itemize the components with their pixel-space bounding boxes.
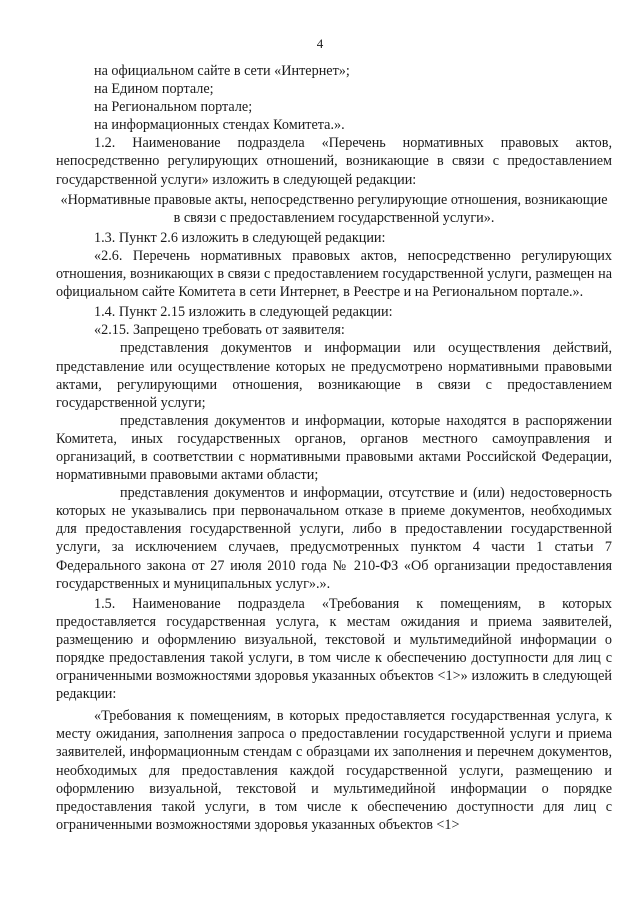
- paragraph-1-3: 1.3. Пункт 2.6 изложить в следующей редакции:: [94, 229, 386, 246]
- list-item-info-stands: на информационных стендах Комитета.».: [94, 117, 345, 134]
- quoted-clause-2-15: «2.15. Запрещено требовать от заявителя:: [94, 322, 345, 339]
- quoted-subsection-title: «Нормативные правовые акты, непосредственно регулирующие отношения, возникающие в связи с предоставлением государственной услуги».: [60, 191, 608, 226]
- clause-2-15-item-1: представления документов и информации или осуществления действий, представление или осуществление которых не предусмотрено нормативными правовыми актами, регулирующими отношения, возникающие в связи с предоставлением государственной услуги;: [56, 340, 612, 411]
- document-body: [56, 62, 612, 834]
- paragraph-1-5: 1.5. Наименование подраздела «Требования к помещениям, в которых предоставляется государственная услуга, к местам ожидания и приема заявителей, размещению и оформлению визуальной, текстовой и мультимедийной информации о порядке предоставления такой услуги, в том числе к обеспечению доступности для лиц с ограниченными возможностями здоровья указанных объектов <1>» изложить в следующей редакции:: [56, 595, 612, 703]
- clause-2-15-item-3: представления документов и информации, отсутствие и (или) недостоверность которых не указывались при первоначальном отказе в приеме документов, необходимых для предоставления государственной услуги, либо в предоставлении государственной услуги, за исключением случаев, предусмотренных пунктом 4 части 1 статьи 7 Федерального закона от 27 июля 2010 года № 210-ФЗ «Об организации предоставления государственных и муниципальных услуг».».: [56, 485, 612, 592]
- list-item-website: на официальном сайте в сети «Интернет»;: [94, 63, 350, 79]
- paragraph-1-4: 1.4. Пункт 2.15 изложить в следующей редакции:: [94, 304, 393, 321]
- clause-2-15-item-2: представления документов и информации, которые находятся в распоряжении Комитета, иных государственных органов, органов местного самоуправления и организаций, в соответствии с нормативными правовыми актами Российской Федерации, нормативными правовыми актами области;: [56, 412, 612, 484]
- quoted-clause-2-6: «2.6. Перечень нормативных правовых актов, непосредственно регулирующих отношения, возникающих в связи с предоставлением государственной услуги, размещен на официальном сайте Комитета в сети Интернет, в Реестре и на Региональном портале.».: [56, 247, 612, 301]
- page-number: 4: [316, 36, 324, 51]
- quoted-subsection-requirements: «Требования к помещениям, в которых предоставляется государственная услуга, к месту ожидания, заполнения запроса о предоставлении государственной услуги и приема заявителей, информационным стендам с образцами их заполнения и перечнем документов, необходимых для предоставления каждой государственной услуги, размещению и оформлению визуальной, текстовой и мультимедийной информации о порядке предоставления такой услуги, в том числе к обеспечению доступности для лиц с ограниченными возможностями здоровья указанных объектов <1>: [56, 708, 612, 833]
- paragraph-1-2: 1.2. Наименование подраздела «Перечень нормативных правовых актов, непосредственно регулирующих отношений, возникающие в связи с предоставлением государственной услуги» изложить в следующей редакции:: [56, 135, 612, 188]
- list-item-regional-portal: на Региональном портале;: [94, 99, 253, 116]
- list-item-unified-portal: на Едином портале;: [94, 81, 214, 98]
